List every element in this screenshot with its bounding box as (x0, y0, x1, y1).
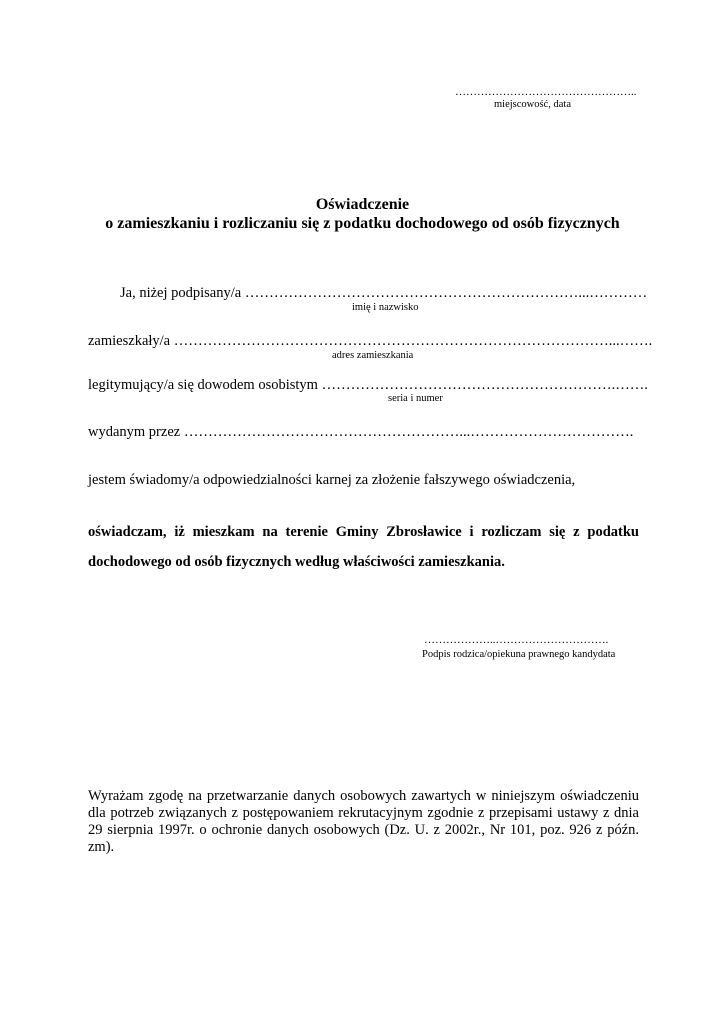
place-date-dots: ………………………………………….. (455, 86, 637, 98)
id-field-caption: seria i numer (388, 393, 443, 404)
signature-dots: ………………..…………………………. (424, 634, 609, 646)
address-field-caption: adres zamieszkania (332, 350, 414, 361)
issued-by-field-line: wydanym przez …………………………………………………...……………………………. (88, 424, 634, 440)
address-field-line: zamieszkały/a ………………………………………………………………………………...……. (88, 333, 653, 349)
name-field-caption: imię i nazwisko (352, 302, 419, 313)
declaration-statement: oświadczam, iż mieszkam na terenie Gminy Zbrosławice i rozliczam się z podatku dochodowego od osób fizycznych według właściwości zamieszkania. (88, 524, 639, 570)
document-subtitle: o zamieszkaniu i rozliczaniu się z podatku dochodowego od osób fizycznych (105, 215, 620, 232)
id-field-line: legitymujący/a się dowodem osobistym …………………………………………………….……. (88, 377, 648, 393)
awareness-statement: jestem świadomy/a odpowiedzialności karnej za złożenie fałszywego oświadczenia, (88, 472, 576, 488)
document-title: Oświadczenie (315, 196, 410, 213)
signature-caption: Podpis rodzica/opiekuna prawnego kandydata (422, 649, 616, 660)
place-date-caption: miejscowość, data (494, 99, 571, 110)
name-field-line: Ja, niżej podpisany/a ……………………………………………………………...………… (120, 285, 648, 301)
consent-paragraph: Wyrażam zgodę na przetwarzanie danych osobowych zawartych w niniejszym oświadczeniu dla potrzeb związanych z postępowaniem rekrutacyjnym zgodnie z przepisami ustawy z dnia 29 sierpnia 1997r. o ochronie danych osobowych (Dz. U. z 2002r., Nr 101, poz. 926 z późn. zm). (88, 788, 639, 855)
